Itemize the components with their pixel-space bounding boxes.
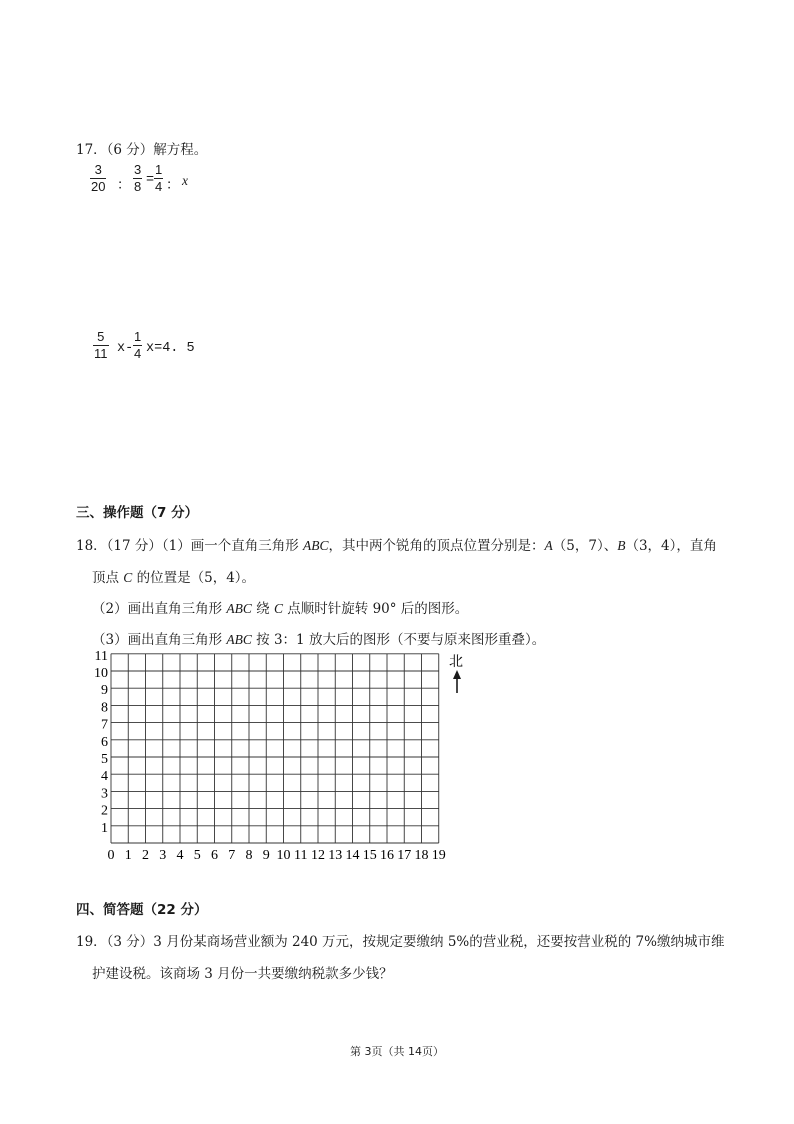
x-axis-label: 16 bbox=[380, 848, 394, 863]
question-19-line-1: 19．（3 分）3 月份某商场营业额为 240 万元，按规定要缴纳 5%的营业税，还要按营业税的 7%缴纳城市维 bbox=[76, 934, 725, 950]
question-17-header: 17．（6 分）解方程。 bbox=[76, 142, 208, 158]
x-axis-label: 0 bbox=[107, 848, 115, 863]
x-axis-label: 19 bbox=[431, 848, 446, 863]
y-axis-label: 3 bbox=[101, 786, 108, 802]
north-label: 北 bbox=[449, 655, 463, 670]
x-axis-label: 4 bbox=[176, 848, 184, 863]
x-axis-label: 15 bbox=[362, 848, 377, 863]
x-axis-labels bbox=[108, 848, 446, 863]
x-axis-label: 11 bbox=[294, 848, 308, 863]
y-axis-label: 11 bbox=[94, 648, 108, 664]
x-axis-label: 5 bbox=[193, 848, 201, 863]
y-axis-label: 1 bbox=[101, 820, 108, 836]
x-axis-label: 14 bbox=[345, 848, 360, 863]
y-axis-label: 9 bbox=[101, 683, 108, 699]
x-axis-label: 8 bbox=[245, 848, 253, 863]
section-4-title: 四、简答题（22 分） bbox=[76, 902, 208, 918]
section-3-title: 三、操作题（7 分） bbox=[76, 505, 199, 521]
fraction-1-4: $\frac{1}{4}$ bbox=[155, 162, 163, 194]
y-axis-label: 8 bbox=[101, 700, 108, 716]
x-axis-label: 1 bbox=[124, 848, 132, 863]
y-axis-label: 7 bbox=[101, 717, 108, 733]
question-18-part-2: （2）画出直角三角形 ABC 绕 C 点顺时针旋转 90° 后的图形。 bbox=[92, 601, 469, 617]
y-axis-label: 10 bbox=[94, 666, 108, 681]
fraction-3-20: $\frac{3}{20}$ bbox=[91, 162, 106, 194]
x-axis-label: 7 bbox=[228, 848, 236, 863]
x-axis-label: 2 bbox=[142, 848, 149, 863]
north-arrow-icon bbox=[453, 670, 461, 693]
question-18-line-1: 18．（17 分）（1）画一个直角三角形 ABC，其中两个锐角的顶点位置分别是：A（5，7）、B（3，4），直角 bbox=[76, 538, 717, 554]
question-19-line-2: 护建设税。该商场 3 月份一共要缴纳税款多少钱？ bbox=[92, 966, 393, 982]
grid-lines bbox=[111, 654, 439, 843]
x-axis-label: 13 bbox=[328, 848, 343, 863]
y-axis-labels bbox=[94, 649, 108, 836]
x-axis-label: 3 bbox=[159, 848, 167, 863]
question-18-part-3: （3）画出直角三角形 ABC 按 3：1 放大后的图形（不要与原来图形重叠）。 bbox=[92, 632, 546, 648]
x-axis-label: 18 bbox=[414, 848, 429, 863]
x-axis-label: 12 bbox=[311, 848, 325, 863]
y-axis-label: 5 bbox=[101, 752, 108, 767]
y-axis-label: 2 bbox=[101, 803, 108, 819]
y-axis-label: 6 bbox=[101, 734, 108, 750]
x-axis-label: 6 bbox=[211, 848, 218, 863]
question-18-line-2: 顶点 C 的位置是（5，4）。 bbox=[92, 570, 256, 586]
x-axis-label: 9 bbox=[262, 848, 270, 863]
fraction-5-11: $\frac{5}{11}$ bbox=[94, 329, 108, 361]
page-footer: 第 3页（共 14页） bbox=[350, 1045, 444, 1058]
y-axis-label: 4 bbox=[101, 769, 108, 785]
x-axis-label: 10 bbox=[276, 848, 291, 863]
fraction-1-4-b: $\frac{1}{4}$ bbox=[134, 329, 142, 361]
fraction-3-8: $\frac{3}{8}$ bbox=[134, 162, 142, 194]
x-axis-label: 17 bbox=[397, 848, 412, 863]
